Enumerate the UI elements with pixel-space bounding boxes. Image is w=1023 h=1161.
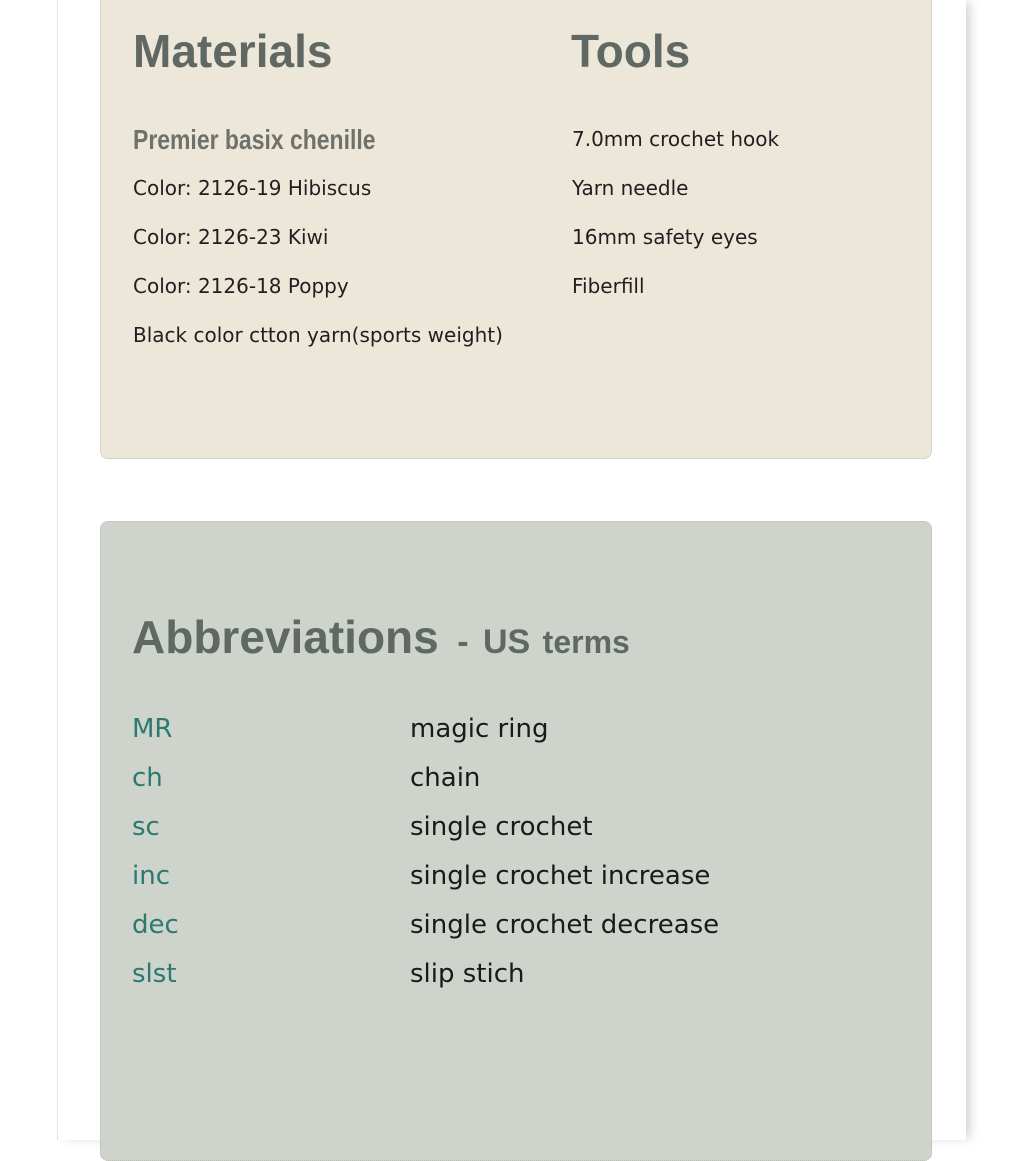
abbr-term-slst: slst (132, 959, 177, 989)
abbr-meaning-inc: single crochet increase (410, 861, 711, 891)
material-item: Color: 2126-18 Poppy (133, 274, 349, 298)
abbr-term-sc: sc (132, 812, 160, 842)
tool-item: Fiberfill (572, 274, 645, 298)
abbr-term-inc: inc (132, 861, 170, 891)
abbr-meaning-sc: single crochet (410, 812, 593, 842)
material-item: Color: 2126-19 Hibiscus (133, 176, 372, 200)
tools-heading: Tools (571, 25, 691, 77)
material-item: Color: 2126-23 Kiwi (133, 225, 329, 249)
terms-label: terms (542, 624, 630, 660)
abbr-term-ch: ch (132, 763, 163, 793)
abbr-meaning-mr: magic ring (410, 714, 549, 744)
tool-item: 16mm safety eyes (572, 225, 758, 249)
abbr-meaning-ch: chain (410, 763, 481, 793)
abbreviations-title: Abbreviations (132, 611, 439, 663)
yarn-name: Premier basix chenille (133, 124, 376, 155)
abbr-meaning-dec: single crochet decrease (410, 910, 720, 940)
materials-heading: Materials (133, 25, 333, 77)
abbr-term-dec: dec (132, 910, 179, 940)
us-label: US (482, 623, 531, 661)
tool-item: 7.0mm crochet hook (572, 127, 780, 151)
abbr-meaning-slst: slip stich (410, 959, 525, 989)
abbreviations-heading (132, 611, 630, 663)
tool-item: Yarn needle (572, 176, 689, 200)
material-item: Black color ctton yarn(sports weight) (133, 323, 503, 347)
title-separator: - (457, 623, 469, 661)
abbr-term-mr: MR (132, 714, 173, 744)
